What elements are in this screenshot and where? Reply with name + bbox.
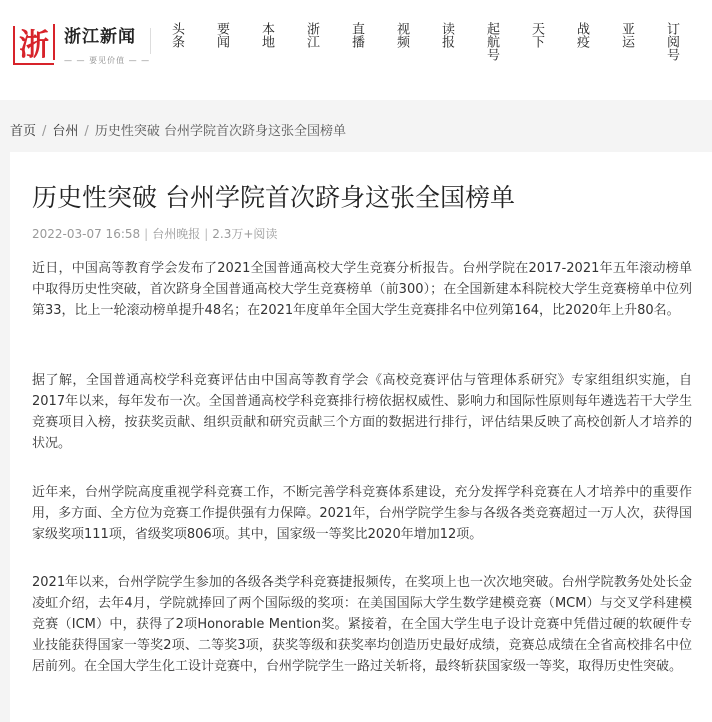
nav-item-world[interactable]: 天下 (529, 22, 544, 48)
article-paragraph-4: 2021年以来，台州学院学生参加的各级各类学科竞赛捷报频传，在奖项上也一次次地突破。台州学院教务处处长金凌虹介绍，去年4月，学院就捧回了两个国际级的奖项：在美国国际大学生数学建模竞赛（MCM）与交叉学科建模竞赛（ICM）中，获得了2项Honorable Mention奖。紧接着，在全国大学生电子设计竞赛中凭借过硬的软硬件专业技能获得国家一等奖2项、二等奖3项，获奖等级和获奖率均创造历史最好成绩，竞赛总成绩在全省高校排名中位居前列。在全国大学生化工设计竞赛中，台州学院学生一路过关斩将，最终斩获国家级一等奖，取得历史性突破。 (32, 575, 692, 674)
breadcrumb-section[interactable]: 台州 (52, 124, 79, 139)
brand-name: 浙江新闻 (64, 27, 136, 47)
brand-slogan: — — 要见价值 — — (64, 56, 151, 65)
zhejiang-news-logo-icon[interactable] (10, 20, 58, 68)
nav-item-epidemic[interactable]: 战疫 (574, 22, 589, 48)
article-paragraph-1: 近日，中国高等教育学会发布了2021全国普通高校大学生竞赛分析报告。台州学院在2017-2021年五年滚动榜单中取得历史性突破，首次跻身全国普通高校大学生竞赛榜单（前300）；在全国新建本科院校大学生竞赛榜单中位列第33，比上一轮滚动榜单提升48名；在2021年度单年全国大学生竞赛排名中位列第164，比2020年上升80名。 (32, 261, 692, 318)
nav-item-live[interactable]: 直播 (349, 22, 364, 48)
site-header (0, 0, 712, 100)
nav-divider (150, 28, 151, 54)
breadcrumb-separator: / (42, 124, 47, 139)
nav-item-newspaper[interactable]: 读报 (439, 22, 454, 48)
brand[interactable] (64, 22, 150, 66)
breadcrumb-current: 历史性突破 台州学院首次跻身这张全国榜单 (94, 124, 346, 139)
article-reads: 2.3万+阅读 (212, 227, 278, 241)
nav-item-important[interactable]: 要闻 (214, 22, 229, 48)
svg-text:浙: 浙 (19, 28, 49, 63)
article-source[interactable]: 台州晚报 (152, 227, 201, 241)
nav-item-headlines[interactable]: 头条 (169, 22, 184, 48)
breadcrumb-home[interactable]: 首页 (10, 124, 37, 139)
article-date: 2022-03-07 16:58 (32, 227, 141, 241)
nav-item-video[interactable]: 视频 (394, 22, 409, 48)
breadcrumb (10, 120, 346, 139)
article-paragraph-2: 据了解，全国普通高校学科竞赛评估由中国高等教育学会《高校竞赛评估与管理体系研究》专家组组织实施，自2017年以来，每年发布一次。全国普通高校学科竞赛排行榜依据权威性、影响力和国际性原则每年遴选若干大学生竞赛项目入榜，按获奖贡献、组织贡献和研究贡献三个方面的数据进行排行，评估结果反映了高校创新人才培养的状况。 (32, 373, 692, 451)
nav-item-zhejiang[interactable]: 浙江 (304, 22, 319, 48)
nav-item-local[interactable]: 本地 (259, 22, 274, 48)
nav-item-subscription[interactable]: 订阅号 (664, 22, 679, 61)
article-paragraph-3: 近年来，台州学院高度重视学科竞赛工作，不断完善学科竞赛体系建设，充分发挥学科竞赛在人才培养中的重要作用，多方面、全方位为竞赛工作提供强有力保障。2021年，台州学院学生参与各级各类竞赛超过一万人次，获得国家级奖项111项，省级奖项806项。其中，国家级一等奖比2020年增加12项。 (32, 485, 692, 542)
article-meta: 2022-03-07 16:58 | 台州晚报 | 2.3万+阅读 (32, 227, 278, 241)
nav-item-qihang[interactable]: 起航号 (484, 22, 499, 61)
article-card (10, 152, 712, 722)
article-title: 历史性突破 台州学院首次跻身这张全国榜单 (32, 183, 515, 212)
breadcrumb-separator: / (84, 124, 89, 139)
nav-item-asian-games[interactable]: 亚运 (619, 22, 634, 48)
